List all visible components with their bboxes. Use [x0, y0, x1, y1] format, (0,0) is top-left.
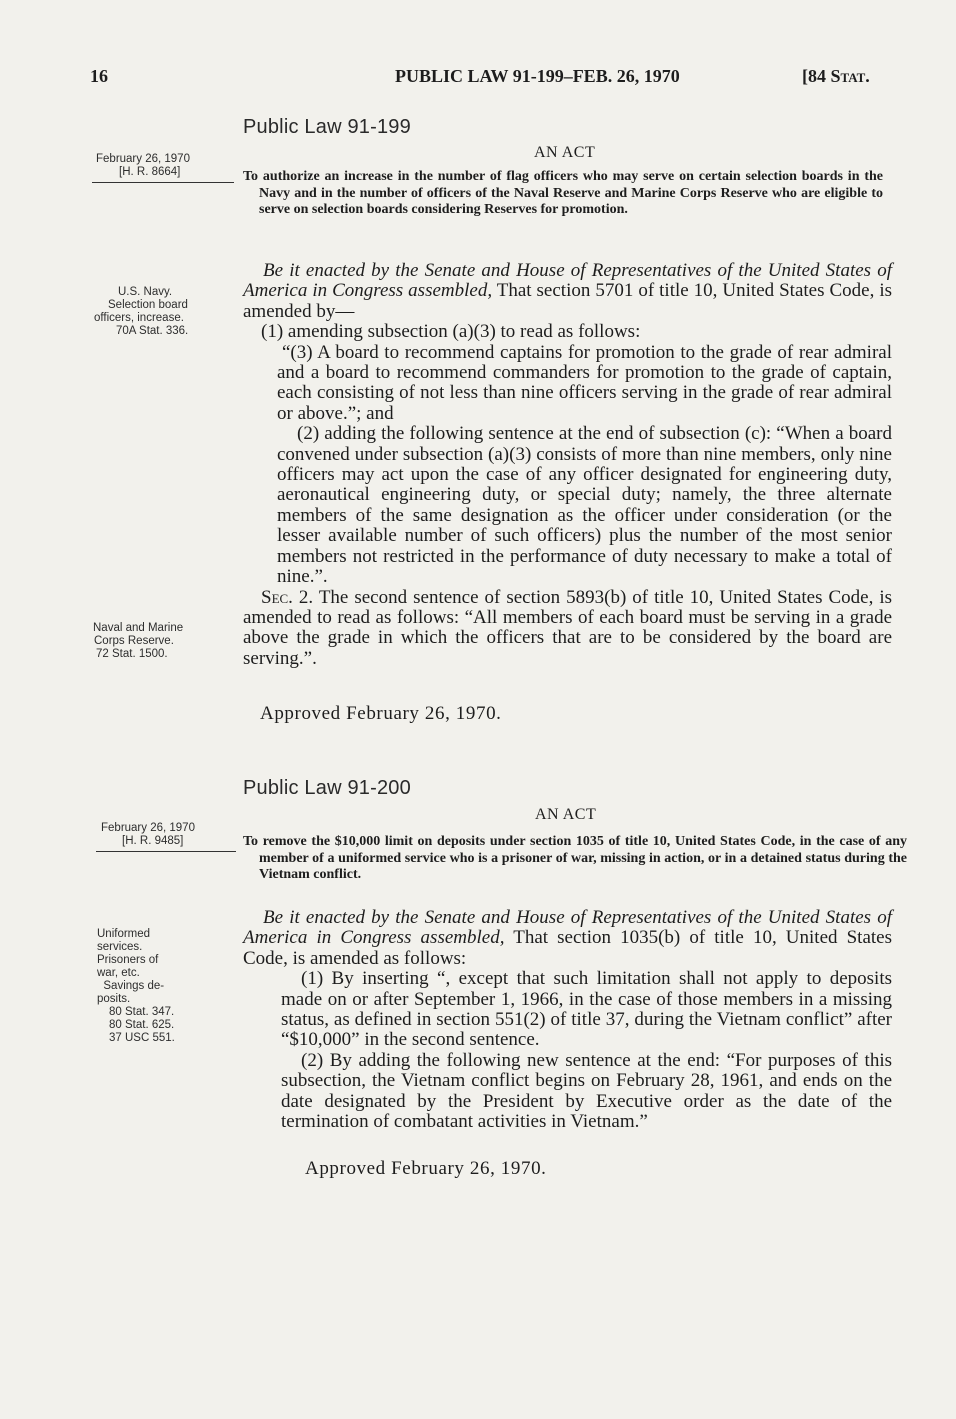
- law1-sec2-label: Sec.: [261, 586, 293, 608]
- law1-enacting-clause: Be it enacted by the Senate and House of Representatives of the United States of America in Congress assembled,: [243, 260, 892, 302]
- law2-margin-note: [97, 928, 175, 1045]
- law2-para2: (2) By adding the following new sentence at the end: “For purposes of this subsection, the Vietnam conflict begins on February 28, 1961, and ends on the date designated by the President by Executive order as the date of the termination of combatant activities in Vietnam.”: [281, 1049, 892, 1133]
- margin-line: officers, increase.: [94, 312, 184, 324]
- law2-enacting-clause: Be it enacted by the Senate and House of Representatives of the United States of America in Congress assembled,: [243, 907, 892, 949]
- stat-reference: [84 Stat.: [802, 66, 870, 86]
- running-title: PUBLIC LAW 91-199–FEB. 26, 1970: [395, 66, 680, 86]
- law2-margin-rule: [96, 851, 236, 852]
- margin-line: 72 Stat. 1500.: [96, 648, 168, 660]
- margin-line: services.: [97, 941, 143, 953]
- margin-line: 70A Stat. 336.: [116, 325, 189, 337]
- margin-line: 37 USC 551.: [109, 1032, 175, 1044]
- law1-para2: (2) adding the following sentence at the end of subsection (c): “When a board convened under subsection (a)(3) consists of more than nine members, only nine officers may act upon the case of any officer designated for engineering duty, aeronautical engineering duty, or special duty; namely, the three alternate members of the same designation as the officer under consideration (or the lesser available number of such officers) plus the number of the most senior members not restricted in the performance of duty necessary to make a total of nine.”.: [277, 423, 892, 588]
- law1-margin-note2: [93, 622, 183, 661]
- law2-bill: [H. R. 9485]: [122, 835, 184, 847]
- margin-line: 80 Stat. 347.: [109, 1006, 175, 1018]
- page-number: 16: [90, 66, 108, 86]
- law1-quote1: “(3) A board to recommend captains for promotion to the grade of rear admiral and a board to recommend commanders for promotion to the grade of captain, each consisting of not less than nine officers serving in the grade of rear admiral or above.”; and: [277, 341, 892, 424]
- law1-act-label: AN ACT: [534, 144, 596, 161]
- margin-line: Prisoners of: [97, 954, 159, 966]
- law2-purpose: To remove the $10,000 limit on deposits under section 1035 of title 10, United States Code, in the case of any member of a uniformed service who is a prisoner of war, missing in action, or in a detained status during the Vietnam conflict.: [243, 834, 907, 882]
- margin-line: posits.: [97, 993, 131, 1005]
- law1-sec2-text: 2. The second sentence of section 5893(b) of title 10, United States Code, is amended to read as follows: “All members of each board must be serving in a grade above the grade in which the officers that are to be considered by the board are serving.”.: [243, 586, 892, 669]
- law2-approved: Approved February 26, 1970.: [305, 1158, 547, 1179]
- law1-margin-rule: [92, 182, 234, 183]
- law2-act-label: AN ACT: [535, 806, 597, 823]
- law2-enacting-rest: That section 1035(b) of title 10, United States Code, is amended as follows:: [243, 927, 893, 969]
- law1-para1: (1) amending subsection (a)(3) to read as follows:: [261, 321, 641, 343]
- margin-line: Uniformed: [97, 928, 151, 940]
- margin-line: Savings de-: [97, 980, 165, 992]
- law2-date: February 26, 1970: [101, 822, 195, 834]
- law1-bill: [H. R. 8664]: [119, 166, 181, 178]
- law1-margin-date: [96, 153, 190, 179]
- law1-body: [243, 261, 892, 669]
- margin-line: war, etc.: [97, 967, 140, 979]
- law2-body: [243, 908, 892, 1132]
- margin-line: Corps Reserve.: [94, 635, 174, 647]
- law1-enacting-rest: That section 5701 of title 10, United States Code, is amended by—: [243, 280, 892, 322]
- margin-line: Selection board: [108, 299, 188, 311]
- law1-purpose: To authorize an increase in the number of flag officers who may serve on certain selection boards in the Navy and in the number of officers of the Naval Reserve and Marine Corps Reserve who are eligible to serve on selection boards considering Reserves for promotion.: [243, 169, 883, 217]
- margin-line: U.S. Navy.: [118, 286, 173, 298]
- law2-para1: (1) By inserting “, except that such limitation shall not apply to deposits made on or after September 1, 1966, in the case of those members in a missing status, as defined in section 551(2) of title 37, during the Vietnam conflict” after “$10,000” in the second sentence.: [281, 968, 892, 1051]
- law1-margin-note1: [94, 286, 234, 338]
- law1-title: Public Law 91-199: [243, 116, 411, 138]
- law1-approved: Approved February 26, 1970.: [260, 703, 502, 724]
- law2-margin-date: [101, 822, 195, 848]
- law1-date: February 26, 1970: [96, 153, 190, 165]
- margin-line: Naval and Marine: [93, 622, 184, 634]
- margin-line: 80 Stat. 625.: [109, 1019, 175, 1031]
- law2-title: Public Law 91-200: [243, 777, 411, 799]
